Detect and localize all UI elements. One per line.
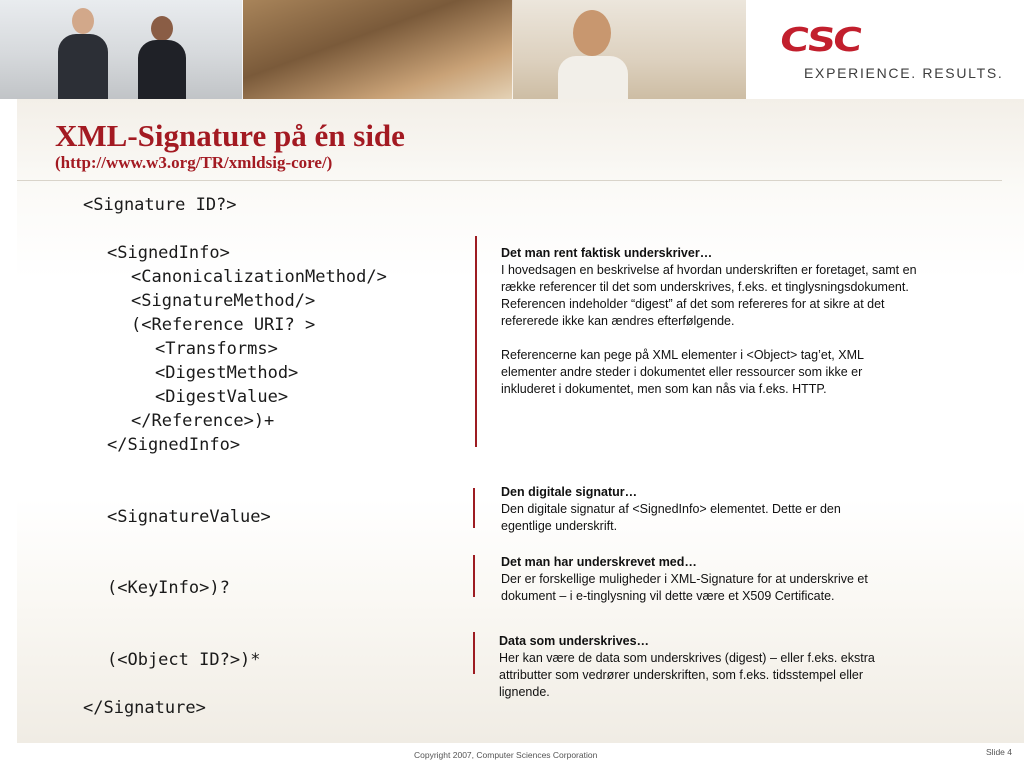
logo-tagline: EXPERIENCE. RESULTS.	[804, 65, 1004, 81]
bracket-marker-keyinfo	[473, 555, 475, 597]
photo-business-meeting	[0, 0, 243, 99]
code-line-signedinfo-close: </SignedInfo>	[107, 435, 241, 455]
logo-area	[746, 0, 1024, 99]
code-line-transforms: <Transforms>	[155, 339, 278, 359]
bracket-marker-signaturevalue	[473, 488, 475, 528]
note-body: I hovedsagen en beskrivelse af hvordan underskriften er foretaget, samt en række referencer til det som underskrives, f.eks. et tinglysningsdokument. Referencen indeholder “digest” af det som refereres for at sikre at det refererede ikke kan ændres efterfølgende.	[501, 263, 917, 328]
note-body: Der er forskellige muligheder i XML-Signature for at underskrive et dokument – i e-tinglysning vil dette være et X509 Certificate.	[501, 572, 868, 603]
page-title: XML-Signature på én side	[55, 118, 405, 153]
photo-man-on-phone	[513, 0, 746, 99]
photo-hands	[243, 0, 513, 99]
code-line-keyinfo: (<KeyInfo>)?	[107, 578, 230, 598]
csc-logo: CSC	[777, 21, 862, 60]
note-body: Den digitale signatur af <SignedInfo> elementet. Dette er den egentlige underskrift.	[501, 502, 841, 533]
person-silhouette	[558, 0, 628, 99]
title-divider	[17, 180, 1002, 181]
code-line-signature-open: <Signature ID?>	[83, 195, 237, 215]
bracket-marker-signedinfo	[475, 236, 477, 447]
note-title: Data som underskrives…	[499, 634, 650, 648]
code-line-digest-value: <DigestValue>	[155, 387, 289, 407]
note-title: Den digitale signatur…	[501, 485, 638, 499]
person-silhouette	[58, 0, 108, 99]
code-line-digest-method: <DigestMethod>	[155, 363, 299, 383]
header-photo-banner	[0, 0, 746, 99]
slide-number: Slide 4	[986, 747, 1012, 757]
note-signature-value	[501, 484, 1001, 535]
code-line-signature-method: <SignatureMethod/>	[131, 291, 316, 311]
code-line-signature-close: </Signature>	[83, 698, 206, 718]
note-body: Her kan være de data som underskrives (digest) – eller f.eks. ekstra attributter som vedrører underskriften, som f.eks. tidsstempel eller lignende.	[499, 651, 875, 699]
note-title: Det man har underskrevet med…	[501, 555, 697, 569]
code-line-reference-open: (<Reference URI? >	[131, 315, 316, 335]
code-line-reference-close: </Reference>)+	[131, 411, 275, 431]
copyright-text: Copyright 2007, Computer Sciences Corporation	[414, 750, 598, 760]
note-body: Referencerne kan pege på XML elementer i <Object> tag’et, XML elementer andre steder i dokumentet eller ressourcer som ikke er inkluderet i dokumentet, men som kan nås via f.eks. HTTP.	[501, 348, 864, 396]
note-signed-info	[501, 245, 1001, 398]
note-key-info	[501, 554, 1001, 605]
note-object	[499, 633, 999, 701]
code-line-signedinfo-open: <SignedInfo>	[107, 243, 230, 263]
bracket-marker-object	[473, 632, 475, 674]
note-title: Det man rent faktisk underskriver…	[501, 246, 713, 260]
person-silhouette	[138, 0, 186, 99]
code-line-signature-value: <SignatureValue>	[107, 507, 271, 527]
code-line-object: (<Object ID?>)*	[107, 650, 261, 670]
code-line-canonicalization: <CanonicalizationMethod/>	[131, 267, 387, 287]
page-subtitle: (http://www.w3.org/TR/xmldsig-core/)	[55, 153, 333, 172]
